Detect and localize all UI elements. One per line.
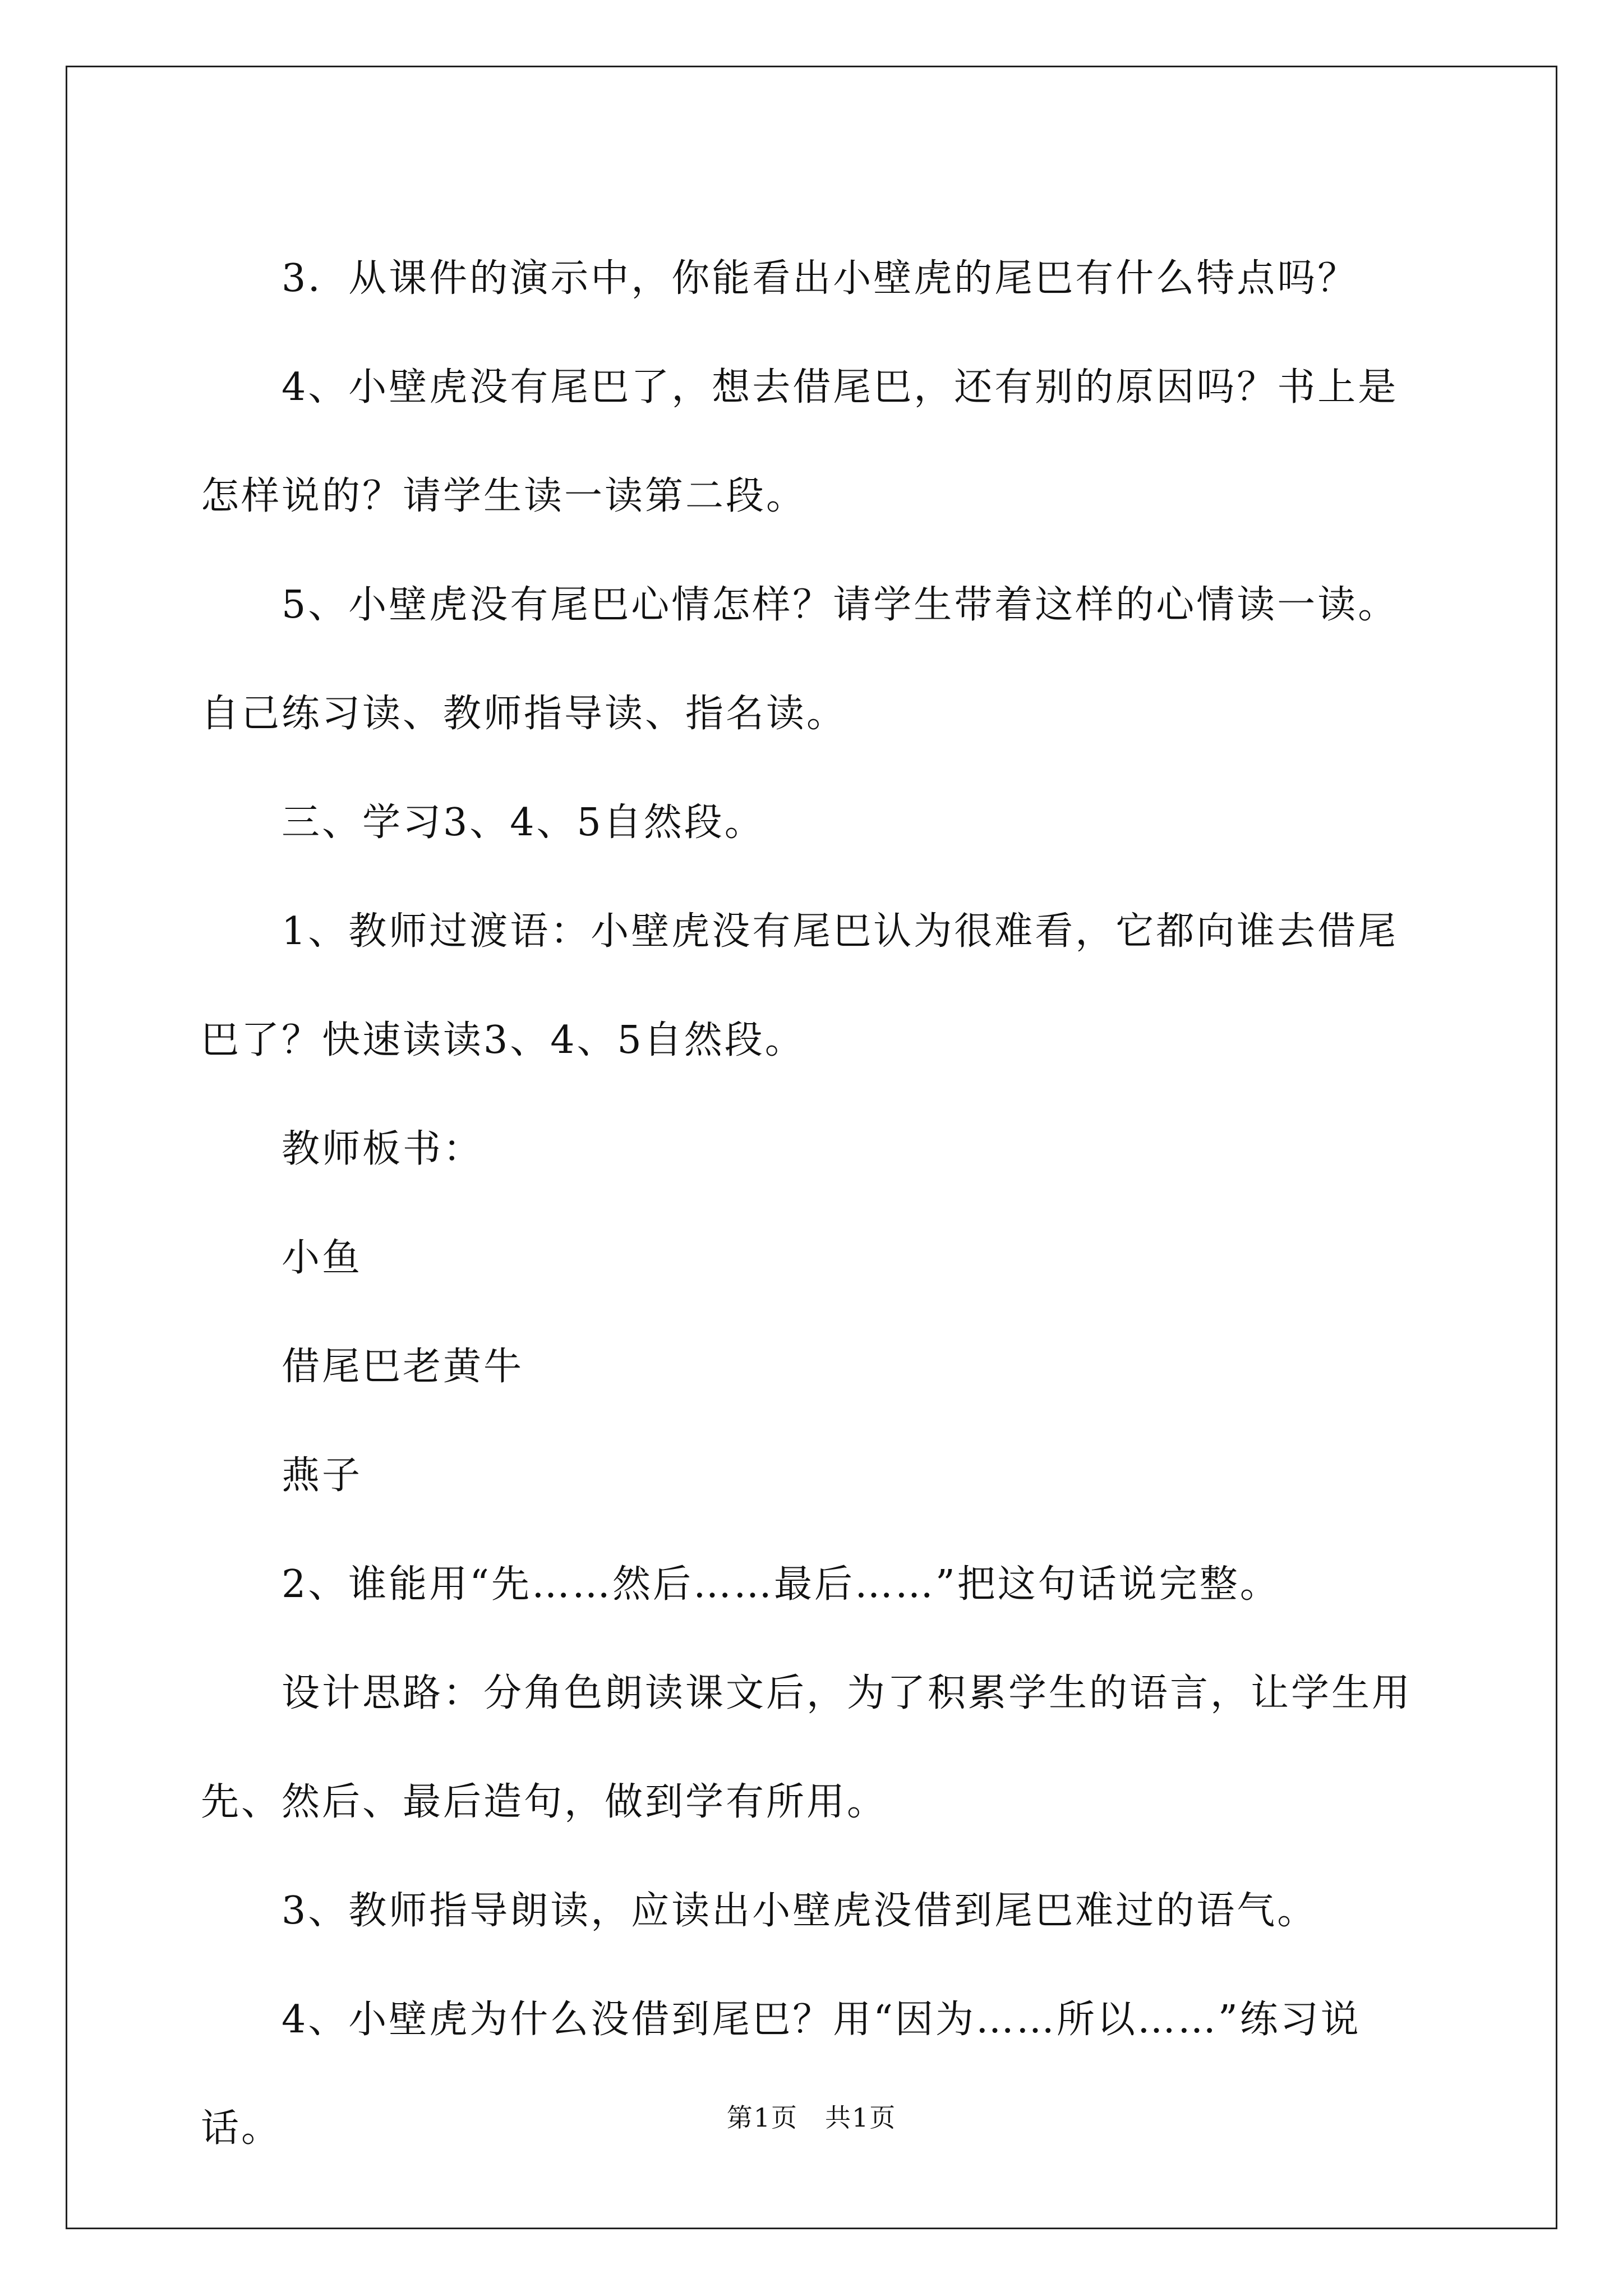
board-item-3: 燕子 [282,1453,363,1498]
document-body [201,224,1432,2183]
paragraph-3: 5、小壁虎没有尾巴心情怎样？请学生带着这样的心情读一读。自己练习读、教师指导读、指名读。 [201,583,1399,736]
paragraph-1: 3．从课件的演示中，你能看出小壁虎的尾巴有什么特点吗？ [282,256,1358,301]
design-note: 设计思路：分角色朗读课文后，为了积累学生的语言，让学生用先、然后、最后造句，做到学有所用。 [201,1671,1413,1824]
board-item-2: 借尾巴老黄牛 [282,1345,524,1389]
board-label: 教师板书： [282,1127,484,1171]
paragraph-5: 2、谁能用“先……然后……最后……”把这句话说完整。 [282,1562,1280,1607]
board-item-1: 小鱼 [282,1236,363,1280]
page-footer: 第1页 共1页 [726,2102,897,2133]
paragraph-2: 4、小壁虎没有尾巴了，想去借尾巴，还有别的原因吗？书上是怎样说的？请学生读一读第二段。 [201,365,1399,518]
paragraph-4: 1、教师过渡语：小壁虎没有尾巴认为很难看，它都向谁去借尾巴了？快速读读3、4、5自然段。 [201,909,1399,1062]
paragraph-7: 4、小壁虎为什么没借到尾巴？用“因为……所以……”练习说话。 [201,1998,1361,2151]
paragraph-6: 3、教师指导朗读，应读出小壁虎没借到尾巴难过的语气。 [282,1889,1318,1933]
section-heading: 三、学习3、4、5自然段。 [282,800,765,845]
